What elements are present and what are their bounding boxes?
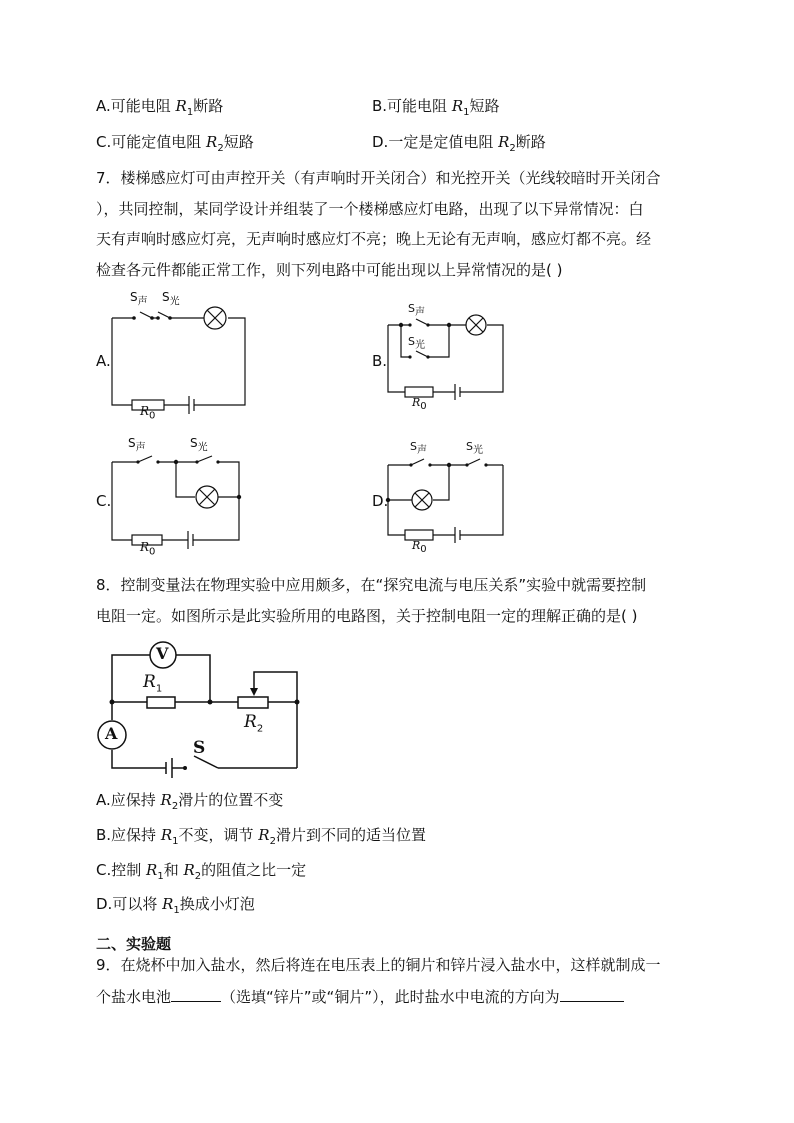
q8-option-d: D.可以将 $R_1$换成小灯泡 <box>96 895 255 916</box>
q7-stem-line-4: 检查各元件都能正常工作，则下列电路中可能出现以上异常情况的是( ) <box>96 261 563 279</box>
section-title: 二、实验题 <box>96 935 172 953</box>
q8-r2-label: $R_2$ <box>244 712 264 735</box>
q7-d-switch-sound-label: $S_声$ <box>410 440 427 457</box>
q7-stem-line-3: 天有声响时感应灯亮，无声响时感应灯不亮；晚上无论有无声响，感应灯都不亮。经 <box>96 230 652 248</box>
q7-stem-line-2: ），共同控制，某同学设计并组装了一个楼梯感应灯电路，出现了以下异常情况：白 <box>96 200 644 218</box>
q9-blank-1[interactable] <box>171 987 221 1002</box>
q6-option-c: C.可能定值电阻 $R_2$短路 <box>96 133 254 154</box>
q7-b-switch-light-label: $S_光$ <box>408 335 425 352</box>
q8-option-a: A.应保持 $R_2$滑片的位置不变 <box>96 791 284 812</box>
q7-figure-a-label: A. <box>96 352 111 370</box>
q8-option-b: B.应保持 $R_1$不变，调节 $R_2$滑片到不同的适当位置 <box>96 826 426 847</box>
q7-a-switch-light-label: $S_光$ <box>162 290 180 308</box>
q7-figure-c-label: C. <box>96 492 112 510</box>
q6-option-d: D.一定是定值电阻 $R_2$断路 <box>372 133 546 154</box>
q9-line-1: 9．在烧杯中加入盐水，然后将连在电压表上的铜片和锌片浸入盐水中，这样就制成一 <box>96 956 661 974</box>
q8-option-c: C.控制 $R_1$和 $R_2$的阻值之比一定 <box>96 861 307 882</box>
q7-figure-d-label: D. <box>372 492 389 510</box>
q8-stem-line-2: 电阻一定。如图所示是此实验所用的电路图，关于控制电阻一定的理解正确的是( ) <box>96 607 638 625</box>
q8-ammeter-label: A <box>105 724 118 743</box>
q8-r1-label: $R_1$ <box>143 672 163 695</box>
q9-line-2: 个盐水电池 （选填“锌片”或“铜片”），此时盐水中电流的方向为 <box>96 982 624 1012</box>
q7-a-resistor-label: $R_0$ <box>140 404 156 422</box>
q8-voltmeter-label: V <box>156 644 169 663</box>
q7-b-resistor-label: $R_0$ <box>412 396 427 413</box>
q9-blank-2[interactable] <box>560 987 624 1002</box>
q7-d-switch-light-label: $S_光$ <box>466 440 483 457</box>
q7-figure-b-label: B. <box>372 352 388 370</box>
q7-c-switch-sound-label: $S_声$ <box>128 436 146 454</box>
q8-stem-line-1: 8．控制变量法在物理实验中应用颇多，在“探究电流与电压关系”实验中就需要控制 <box>96 576 647 594</box>
q6-option-a: A.可能电阻 $R_1$断路 <box>96 97 224 118</box>
q7-a-switch-sound-label: $S_声$ <box>130 290 148 308</box>
q8-switch-label: S <box>193 738 206 758</box>
q7-b-switch-sound-label: $S_声$ <box>408 302 425 319</box>
q7-stem-line-1: 7．楼梯感应灯可由声控开关（有声响时开关闭合）和光控开关（光线较暗时开关闭合 <box>96 169 661 187</box>
q7-c-switch-light-label: $S_光$ <box>190 436 208 454</box>
q6-option-b: B.可能电阻 $R_1$短路 <box>372 97 500 118</box>
q7-d-resistor-label: $R_0$ <box>412 539 427 556</box>
q7-c-resistor-label: $R_0$ <box>140 540 156 558</box>
